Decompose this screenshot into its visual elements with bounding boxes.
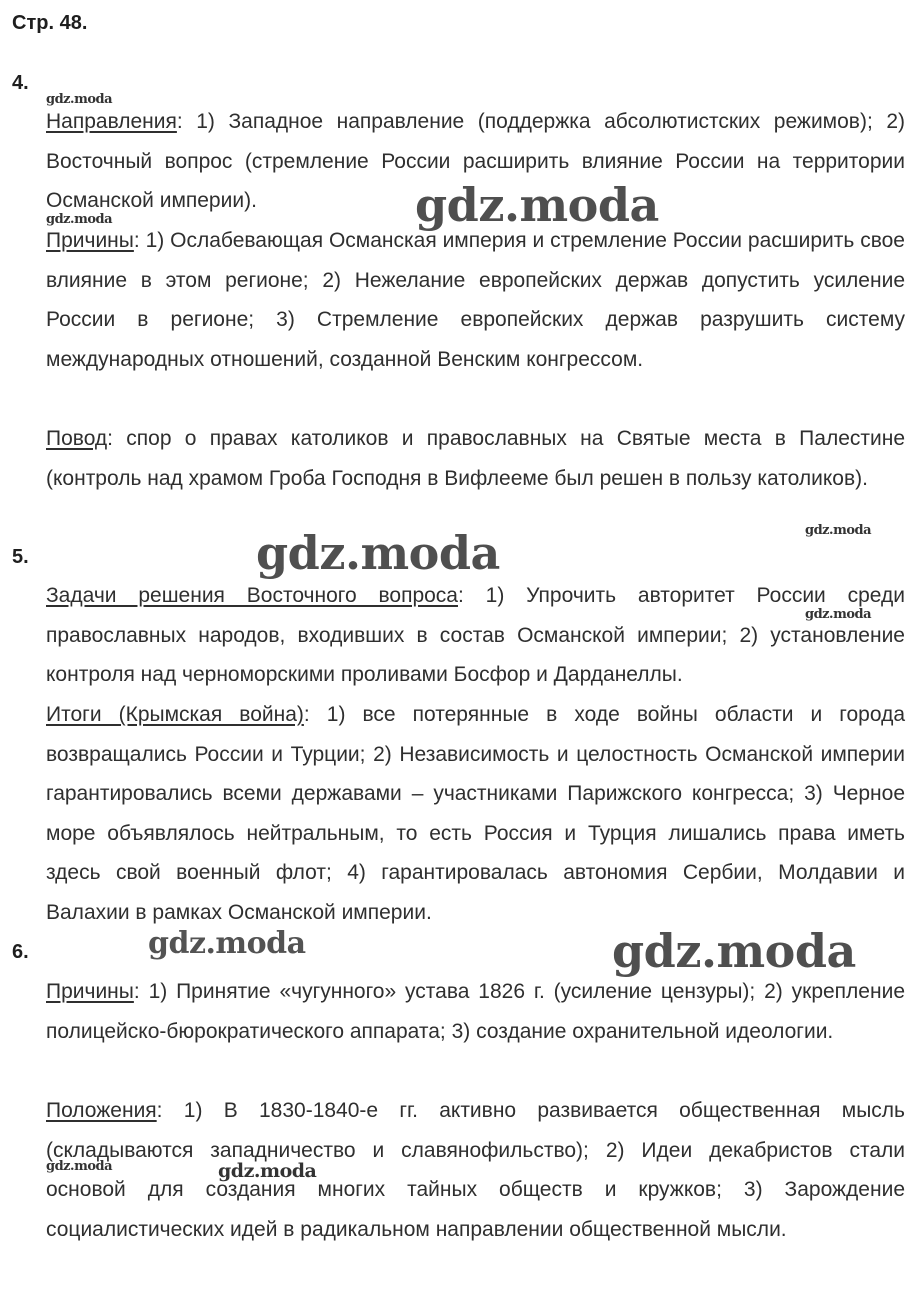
watermark-logo: gdz.moda xyxy=(218,1160,317,1182)
watermark-logo: gdz.moda xyxy=(46,1159,113,1174)
page-title: Стр. 48. xyxy=(12,12,88,34)
watermark-logo: gdz.moda xyxy=(46,92,113,107)
paragraph-text: : 1) Упрочить авторитет России среди православных народов, входивших в состав Османской империи; 2) установление контроля над черноморскими проливами Босфор и Дарданеллы. xyxy=(46,584,905,687)
paragraph-text: : 1) Западное направление (поддержка абсолютистских режимов); 2) Восточный вопрос (стремление России расширить влияние России на территории Османской империи). xyxy=(46,110,905,213)
paragraph xyxy=(46,419,905,498)
watermark-logo: gdz.moda xyxy=(415,178,659,232)
watermark-logo: gdz.moda xyxy=(805,607,872,622)
paragraph xyxy=(46,695,905,933)
paragraph-term: Положения xyxy=(46,1099,157,1122)
section-number: 5. xyxy=(12,546,29,568)
watermark-logo: gdz.moda xyxy=(46,212,113,227)
paragraph-term: Повод xyxy=(46,427,108,450)
paragraph-text: : спор о правах католиков и православных на Святые места в Палестине (контроль над храмом Гроба Господня в Вифлееме был решен в пользу католиков). xyxy=(46,427,905,490)
watermark-logo: gdz.moda xyxy=(256,526,500,580)
watermark-logo: gdz.moda xyxy=(805,523,872,538)
paragraph-text: : 1) Принятие «чугунного» устава 1826 г. (усиление цензуры); 2) укрепление полицейско-бюрократического аппарата; 3) создание охранительной идеологии. xyxy=(46,980,905,1043)
paragraph-term: Направления xyxy=(46,110,177,133)
watermark-logo: gdz.moda xyxy=(612,924,856,978)
paragraph xyxy=(46,1091,905,1249)
paragraph xyxy=(46,576,905,695)
paragraph-term: Причины xyxy=(46,980,134,1003)
paragraph-term: Причины xyxy=(46,229,134,252)
paragraph-term: Задачи решения Восточного вопроса xyxy=(46,584,458,607)
paragraph-term: Итоги (Крымская война) xyxy=(46,703,304,726)
paragraph-text: : 1) В 1830-1840-е гг. активно развивается общественная мысль (складываются западничество и славянофильство); 2) Идеи декабристов стали основой для создания многих тайных обществ и кружков; 3) Зарождение социалистических идей в радикальном направлении общественной мысли. xyxy=(46,1099,905,1241)
paragraph xyxy=(46,972,905,1051)
watermark-logo: gdz.moda xyxy=(148,926,306,961)
paragraph xyxy=(46,221,905,379)
paragraph-text: : 1) Ослабевающая Османская империя и стремление России расширить свое влияние в этом регионе; 2) Нежелание европейских держав допустить усиление России в регионе; 3) Стремление европейских держав разрушить систему международных отношений, созданной Венским конгрессом. xyxy=(46,229,905,371)
section-number: 6. xyxy=(12,941,29,963)
paragraph-text: : 1) все потерянные в ходе войны области и города возвращались России и Турции; 2) Независимость и целостность Османской империи гарантировались всеми державами – участниками Парижского конгресса; 3) Черное море объявлялось нейтральным, то есть Россия и Турция лишались права иметь здесь свой военный флот; 4) гарантировалась автономия Сербии, Молдавии и Валахии в рамках Османской империи. xyxy=(46,703,905,924)
section-number: 4. xyxy=(12,72,29,94)
